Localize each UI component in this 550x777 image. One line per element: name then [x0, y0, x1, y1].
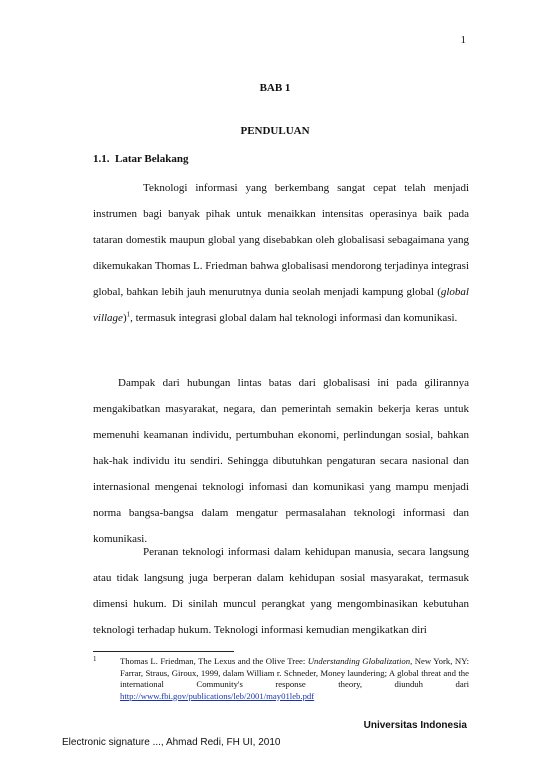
footnote [93, 656, 469, 702]
footnote-text: Thomas L. Friedman, The Lexus and the Olive Tree: [120, 656, 308, 666]
p3-text: Peranan teknologi informasi dalam kehidupan manusia, secara langsung atau tidak langsung juga berperan dalam kehidupan sosial masyarakat, termasuk dimensi hukum. Di sinilah muncul perangkat yang mengombinasikan kebutuhan teknologi terhadap hukum. Teknologi informasi kemudian mengikatkan diri [93, 546, 469, 636]
electronic-signature: Electronic signature ..., Ahmad Redi, FH UI, 2010 [62, 737, 281, 748]
section-heading [93, 153, 188, 165]
p1-text: Teknologi informasi yang berkembang sangat cepat telah menjadi instrumen bagi banyak pihak untuk menaikkan intensitas operasinya baik pada tataran domestik maupun global yang disebabkan oleh globalisasi sebagaimana yang dikemukakan Thomas L. Friedman bahwa globalisasi mendorong terjadinya integrasi global, bahkan lebih jauh menurutnya dunia seolah menjadi kampung global ( [93, 182, 469, 298]
section-title: Latar Belakang [115, 153, 189, 165]
footnote-link[interactable]: http://www.fbi.gov/publications/leb/2001/may01leb.pdf [120, 690, 315, 701]
chapter-label: BAB 1 [259, 82, 291, 94]
paragraph-2 [93, 370, 469, 552]
p1-close-paren: ) [122, 312, 127, 324]
footnote-italic: Understanding Globalization [307, 656, 411, 666]
p2-text: Dampak dari hubungan lintas batas dari globalisasi ini pada gilirannya mengakibatkan masyarakat, negara, dan pemerintah semakin bekerja keras untuk memenuhi keamanan individu, pertumbuhan ekonomi, perlindungan sosial, bahkan hak-hak individu itu sendiri. Sehingga dibutuhkan pengaturan secara nasional dan internasional mengenai teknologi infomasi dan komunikasi yang mampu menjadi norma bangsa-bangsa dalam mengatur permasalahan teknologi informasi dan komunikasi. [93, 377, 469, 545]
university-footer: Universitas Indonesia [363, 720, 467, 731]
page-number: 1 [460, 34, 466, 46]
p1-italic-term: global village [93, 286, 469, 324]
footnote-text-after: , New York, NY: Farrar, Straus, Giroux, 1999, dalam William r. Schneder, Money laundering; A global threat and the international Community's response theory, diunduh dari [120, 656, 469, 689]
footnote-rule [93, 651, 234, 652]
footnote-mark: 1 [93, 655, 97, 663]
footnote-body [120, 656, 469, 702]
paragraph-1 [93, 175, 469, 331]
p1-text-end: , termasuk integrasi global dalam hal teknologi informasi dan komunikasi. [130, 312, 458, 324]
section-number: 1.1. [93, 153, 110, 165]
chapter-title: PENDULUAN [240, 125, 310, 137]
paragraph-3 [93, 539, 469, 643]
footnote-ref: 1 [126, 310, 131, 319]
